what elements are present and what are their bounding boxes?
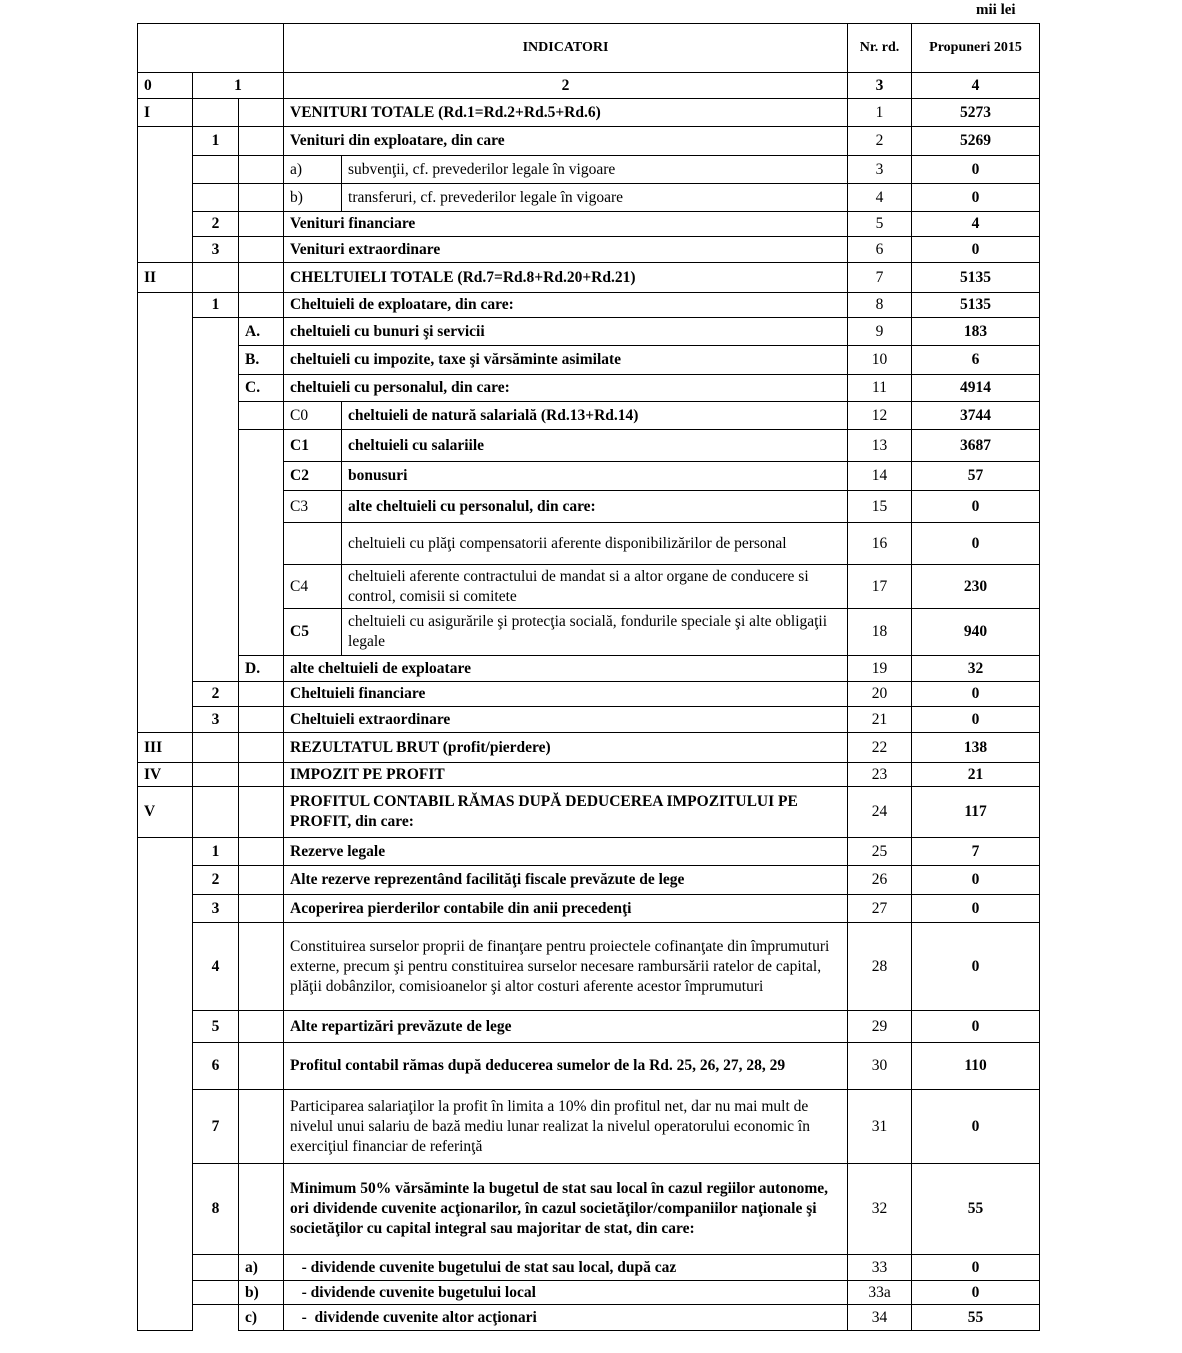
row-value: 5269: [912, 127, 1040, 156]
row-value: 7: [912, 838, 1040, 866]
row-nr: 4: [848, 184, 912, 212]
row-code: C3: [284, 491, 342, 523]
table-row: [138, 1305, 1040, 1331]
row-roman: I: [138, 99, 193, 127]
row-label: Cheltuieli extraordinare: [284, 707, 848, 733]
row-label: CHELTUIELI TOTALE (Rd.7=Rd.8+Rd.20+Rd.21): [284, 263, 848, 293]
row-nr: 13: [848, 430, 912, 462]
table-row: [138, 184, 1040, 212]
row-letter: A.: [239, 318, 284, 346]
row-letter: b): [284, 184, 342, 212]
table-row: [138, 430, 1040, 462]
row-number: 1: [193, 293, 239, 318]
row-nr: 32: [848, 1164, 912, 1255]
row-value: 5135: [912, 293, 1040, 318]
row-value: 0: [912, 895, 1040, 923]
row-value: 0: [912, 682, 1040, 707]
table-row: [138, 318, 1040, 346]
row-nr: 23: [848, 763, 912, 787]
row-nr: 33: [848, 1255, 912, 1281]
row-value: 55: [912, 1164, 1040, 1255]
row-letter: c): [239, 1305, 284, 1331]
row-nr: 3: [848, 156, 912, 184]
row-label: Participarea salariaţilor la profit în limita a 10% din profitul net, dar nu mai mult de nivelul unui salariu de bază mediu lunar realizat la nivelul operatorului economic în exerciţiul financiar de referinţă: [284, 1090, 848, 1164]
row-value: 5135: [912, 263, 1040, 293]
row-value: 4: [912, 212, 1040, 237]
row-value: 117: [912, 787, 1040, 838]
row-value: 0: [912, 184, 1040, 212]
row-nr: 31: [848, 1090, 912, 1164]
header-blank: [138, 24, 284, 73]
row-label: Rezerve legale: [284, 838, 848, 866]
row-code: C2: [284, 462, 342, 491]
colnum-0: 0: [138, 73, 193, 99]
table-row: [138, 263, 1040, 293]
row-number: 2: [193, 866, 239, 895]
row-number: 3: [193, 237, 239, 263]
row-code: C0: [284, 402, 342, 430]
row-label: subvenţii, cf. prevederilor legale în vigoare: [342, 156, 848, 184]
table-row: [138, 491, 1040, 523]
row-value: 0: [912, 491, 1040, 523]
header-proposals: Propuneri 2015: [912, 24, 1040, 73]
row-nr: 17: [848, 565, 912, 609]
row-code: C4: [284, 565, 342, 609]
row-label: Alte rezerve reprezentând facilităţi fiscale prevăzute de lege: [284, 866, 848, 895]
row-nr: 34: [848, 1305, 912, 1331]
row-roman: III: [138, 733, 193, 763]
row-code: C1: [284, 430, 342, 462]
table-row: [138, 838, 1040, 866]
row-number: 3: [193, 895, 239, 923]
row-label: Venituri financiare: [284, 212, 848, 237]
table-row: [138, 127, 1040, 156]
table-row: [138, 787, 1040, 838]
row-label: Cheltuieli de exploatare, din care:: [284, 293, 848, 318]
table-row: [138, 923, 1040, 1011]
row-nr: 11: [848, 375, 912, 402]
table-row: [138, 293, 1040, 318]
row-nr: 27: [848, 895, 912, 923]
column-number-row: [138, 73, 1040, 99]
row-code: [284, 523, 342, 565]
row-number: 1: [193, 838, 239, 866]
row-label: cheltuieli cu impozite, taxe şi vărsăminte asimilate: [284, 346, 848, 375]
row-nr: 7: [848, 263, 912, 293]
row-letter: C.: [239, 375, 284, 402]
row-value: 0: [912, 523, 1040, 565]
row-letter: D.: [239, 656, 284, 682]
row-value: 940: [912, 609, 1040, 656]
table-row: [138, 656, 1040, 682]
row-nr: 18: [848, 609, 912, 656]
row-nr: 8: [848, 293, 912, 318]
row-letter: b): [239, 1281, 284, 1305]
table-row: [138, 1011, 1040, 1043]
row-label: VENITURI TOTALE (Rd.1=Rd.2+Rd.5+Rd.6): [284, 99, 848, 127]
table-row: [138, 866, 1040, 895]
row-value: 138: [912, 733, 1040, 763]
row-value: 3744: [912, 402, 1040, 430]
row-label: cheltuieli aferente contractului de mandat si a altor organe de conducere si control, comisii si comitete: [342, 565, 848, 609]
row-nr: 21: [848, 707, 912, 733]
unit-label: mii lei: [976, 2, 1016, 18]
row-number: 2: [193, 682, 239, 707]
table-row: [138, 375, 1040, 402]
colnum-3: 3: [848, 73, 912, 99]
row-label: Constituirea surselor proprii de finanţare pentru proiectele cofinanţate din împrumuturi externe, precum şi pentru constituirea surselor necesare rambursării ratelor de capital, plăţii dobânzilor, comisioanelor şi altor costuri aferente acestor împrumuturi: [284, 923, 848, 1011]
row-nr: 24: [848, 787, 912, 838]
row-nr: 29: [848, 1011, 912, 1043]
row-nr: 12: [848, 402, 912, 430]
table-row: [138, 402, 1040, 430]
row-nr: 15: [848, 491, 912, 523]
row-label: Minimum 50% vărsăminte la bugetul de stat sau local în cazul regiilor autonome, ori dividende cuvenite acţionarilor, în cazul societăţilor/companiilor naţionale şi societăţilor cu capital integral sau majoritar de stat, din care:: [284, 1164, 848, 1255]
row-label: alte cheltuieli de exploatare: [284, 656, 848, 682]
row-value: 0: [912, 1090, 1040, 1164]
row-roman: V: [138, 787, 193, 838]
colnum-4: 4: [912, 73, 1040, 99]
row-label: PROFITUL CONTABIL RĂMAS DUPĂ DEDUCEREA IMPOZITULUI PE PROFIT, din care:: [284, 787, 848, 838]
row-value: 6: [912, 346, 1040, 375]
row-nr: 16: [848, 523, 912, 565]
row-label: transferuri, cf. prevederilor legale în vigoare: [342, 184, 848, 212]
row-value: 5273: [912, 99, 1040, 127]
row-value: 110: [912, 1043, 1040, 1090]
row-label: cheltuieli cu plăţi compensatorii aferente disponibilizărilor de personal: [342, 523, 848, 565]
row-label: REZULTATUL BRUT (profit/pierdere): [284, 733, 848, 763]
table-row: [138, 707, 1040, 733]
table-row: [138, 346, 1040, 375]
row-nr: 28: [848, 923, 912, 1011]
row-nr: 26: [848, 866, 912, 895]
table-row: [138, 763, 1040, 787]
row-label: Acoperirea pierderilor contabile din anii precedenţi: [284, 895, 848, 923]
row-value: 55: [912, 1305, 1040, 1331]
row-value: 0: [912, 237, 1040, 263]
row-label: Venituri din exploatare, din care: [284, 127, 848, 156]
row-number: 8: [193, 1164, 239, 1255]
table-row: [138, 212, 1040, 237]
row-label: Profitul contabil rămas după deducerea sumelor de la Rd. 25, 26, 27, 28, 29: [284, 1043, 848, 1090]
row-nr: 20: [848, 682, 912, 707]
header-indicators: INDICATORI: [284, 24, 848, 73]
row-label: alte cheltuieli cu personalul, din care:: [342, 491, 848, 523]
row-value: 57: [912, 462, 1040, 491]
table-row: [138, 523, 1040, 565]
row-roman: II: [138, 263, 193, 293]
row-nr: 14: [848, 462, 912, 491]
row-label: cheltuieli cu personalul, din care:: [284, 375, 848, 402]
row-label: Cheltuieli financiare: [284, 682, 848, 707]
table-row: [138, 99, 1040, 127]
row-value: 0: [912, 707, 1040, 733]
row-label: cheltuieli cu salariile: [342, 430, 848, 462]
row-value: 0: [912, 1255, 1040, 1281]
row-nr: 6: [848, 237, 912, 263]
row-number: 1: [193, 127, 239, 156]
row-nr: 9: [848, 318, 912, 346]
header-nr-rd: Nr. rd.: [848, 24, 912, 73]
row-label: cheltuieli cu bunuri şi servicii: [284, 318, 848, 346]
row-value: 21: [912, 763, 1040, 787]
colnum-2: 2: [284, 73, 848, 99]
row-label: IMPOZIT PE PROFIT: [284, 763, 848, 787]
table-row: [138, 895, 1040, 923]
table-row: [138, 462, 1040, 491]
row-value: 230: [912, 565, 1040, 609]
table-row: [138, 1281, 1040, 1305]
table-row: [138, 733, 1040, 763]
table-row: [138, 156, 1040, 184]
row-value: 0: [912, 866, 1040, 895]
row-value: 0: [912, 1011, 1040, 1043]
row-nr: 33a: [848, 1281, 912, 1305]
row-value: 0: [912, 156, 1040, 184]
row-label: - dividende cuvenite bugetului de stat sau local, după caz: [284, 1255, 848, 1281]
row-value: 3687: [912, 430, 1040, 462]
colnum-1: 1: [193, 73, 284, 99]
row-number: 7: [193, 1090, 239, 1164]
row-nr: 30: [848, 1043, 912, 1090]
row-roman: IV: [138, 763, 193, 787]
row-number: 2: [193, 212, 239, 237]
table-row: [138, 1255, 1040, 1281]
row-letter: a): [239, 1255, 284, 1281]
row-number: 4: [193, 923, 239, 1011]
row-label: - dividende cuvenite altor acţionari: [284, 1305, 848, 1331]
row-label: Alte repartizări prevăzute de lege: [284, 1011, 848, 1043]
row-label: Venituri extraordinare: [284, 237, 848, 263]
table-row: [138, 1043, 1040, 1090]
row-label: bonusuri: [342, 462, 848, 491]
row-nr: 10: [848, 346, 912, 375]
row-number: 6: [193, 1043, 239, 1090]
row-value: 32: [912, 656, 1040, 682]
table-row: [138, 1090, 1040, 1164]
table-row: [138, 565, 1040, 609]
table-row: [138, 237, 1040, 263]
row-nr: 5: [848, 212, 912, 237]
row-value: 0: [912, 923, 1040, 1011]
row-number: 3: [193, 707, 239, 733]
header-row: [138, 24, 1040, 73]
row-nr: 2: [848, 127, 912, 156]
row-nr: 19: [848, 656, 912, 682]
row-value: 183: [912, 318, 1040, 346]
row-label: cheltuieli cu asigurările şi protecţia socială, fondurile speciale şi alte obligaţii legale: [342, 609, 848, 656]
table-row: [138, 682, 1040, 707]
table-row: [138, 609, 1040, 656]
row-nr: 1: [848, 99, 912, 127]
row-label: cheltuieli de natură salarială (Rd.13+Rd.14): [342, 402, 848, 430]
row-label: - dividende cuvenite bugetului local: [284, 1281, 848, 1305]
row-letter: a): [284, 156, 342, 184]
row-value: 0: [912, 1281, 1040, 1305]
table-row: [138, 1164, 1040, 1255]
row-number: 5: [193, 1011, 239, 1043]
row-value: 4914: [912, 375, 1040, 402]
row-letter: B.: [239, 346, 284, 375]
budget-table: [137, 23, 1040, 1331]
row-nr: 25: [848, 838, 912, 866]
row-code: C5: [284, 609, 342, 656]
row-nr: 22: [848, 733, 912, 763]
